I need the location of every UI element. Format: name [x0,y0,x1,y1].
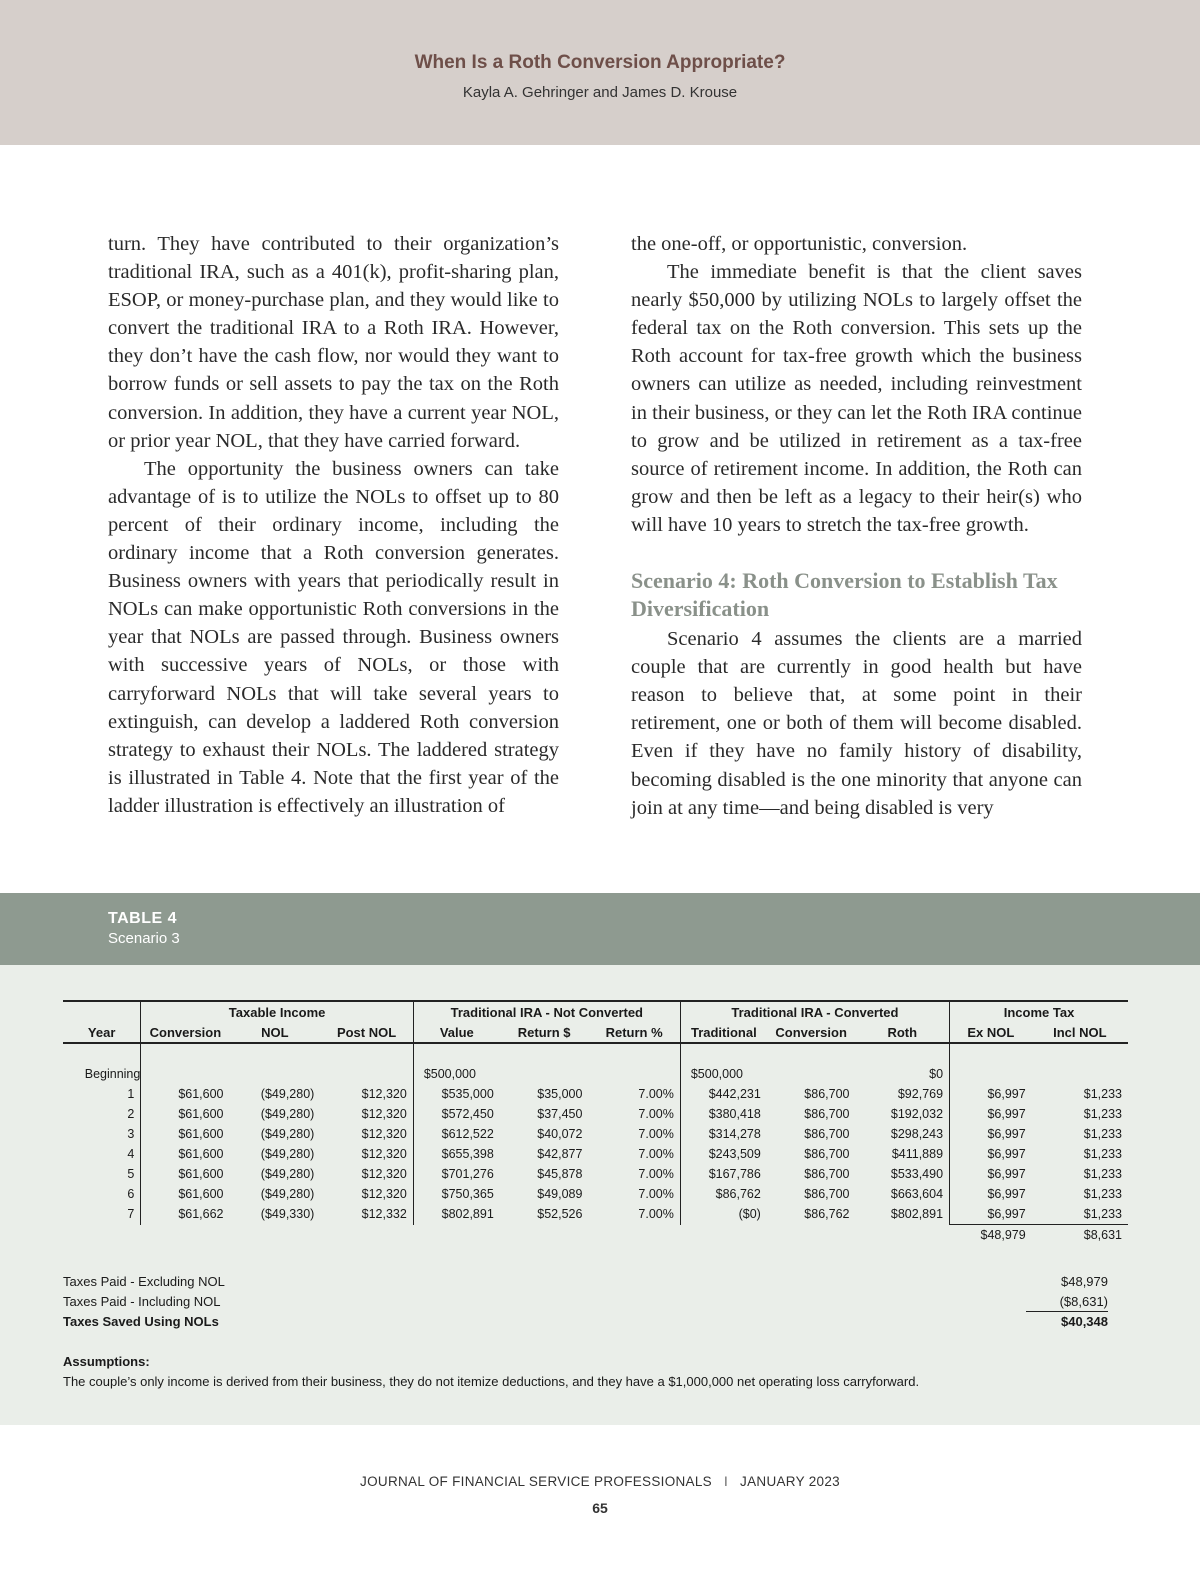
table-cell: $411,889 [891,1147,944,1161]
table-cell: $298,243 [890,1127,944,1141]
table-row [63,1144,1128,1164]
table-cell: $61,600 [141,1124,230,1144]
table-cell: $52,526 [537,1207,583,1222]
table-cell: $572,450 [413,1104,499,1124]
cell: $500,000 [680,1064,766,1084]
table-cell: $86,700 [804,1167,850,1181]
paragraph: The opportunity the business owners can take advantage of is to utilize the NOLs to offset up to 80 percent of their ordinary income, including the ordinary income that a Roth conversion generates. Business owners with years that periodically result in NOLs can make opportunistic Roth conversions in the year that NOLs are passed through. Business owners with successive years of NOLs, or those with carryforward NOLs that will take several years to extinguish, can develop a laddered Roth conversion strategy to exhaust their NOLs. The laddered strategy is illustrated in Table 4. Note that the first year of the ladder illustration is effectively an illustration of [108,457,559,817]
table-row [63,1184,1128,1204]
table-cell: $314,278 [680,1124,766,1144]
table-cell: $1,233 [1083,1147,1122,1161]
article-authors: Kayla A. Gehringer and James D. Krouse [462,84,738,101]
column-header: Conversion [141,1022,230,1043]
table-cell: $1,233 [1083,1107,1122,1121]
table-row [63,1204,1128,1225]
table-cell: $86,762 [804,1207,850,1222]
row-label: Beginning [84,1067,141,1081]
year-cell: 3 [127,1127,135,1141]
table-cell: $802,891 [413,1204,499,1225]
table-row [63,1124,1128,1144]
column-header: Ex NOL [950,1022,1032,1043]
table-cell: ($49,280) [260,1107,315,1121]
table-cell: $45,878 [537,1167,583,1181]
summary-label: Taxes Paid - Excluding NOL [63,1274,225,1289]
summary-value: $40,348 [1061,1314,1108,1329]
table-cell: 7.00% [638,1147,674,1161]
total-incl-nol: $8,631 [1032,1225,1128,1246]
issue-date: JANUARY 2023 [740,1474,840,1489]
table-cell: $61,662 [141,1204,230,1225]
column-header: Return % [588,1022,680,1043]
column-header: Conversion [767,1022,856,1043]
table-title-band [0,893,1200,965]
table-cell: 7.00% [638,1127,674,1141]
column-header: NOL [230,1022,321,1043]
summary-label: Taxes Paid - Including NOL [63,1294,221,1309]
left-text-column [108,230,559,820]
page-footer [0,1474,1200,1489]
table-cell: $750,365 [413,1184,499,1204]
assumptions-text: The couple’s only income is derived from their business, they do not itemize deductions, and they have a $1,000,000 net operating loss carryforward. [63,1374,920,1389]
total-ex-nol: $48,979 [950,1225,1032,1246]
table-cell: $1,233 [1083,1087,1122,1101]
article-title: When Is a Roth Conversion Appropriate? [414,52,786,73]
table-cell: ($0) [680,1204,766,1225]
taxes-summary [63,1272,1108,1332]
table-cell: ($49,280) [260,1087,315,1101]
table-cell: $61,600 [141,1144,230,1164]
column-header: Incl NOL [1032,1022,1128,1043]
table-cell: $192,032 [890,1107,944,1121]
table-subtitle: Scenario 3 [108,930,180,947]
column-header: Traditional [680,1022,766,1043]
table-cell: $12,320 [361,1087,407,1101]
table-cell: $663,604 [890,1187,944,1201]
table-cell: $12,320 [361,1187,407,1201]
data-table [63,1000,1128,1245]
group-header-taxable-income: Taxable Income [141,1001,413,1022]
table-cell: $442,231 [680,1084,766,1104]
table-cell: $86,700 [804,1107,850,1121]
table-cell: 7.00% [638,1207,674,1222]
table-cell: $6,997 [950,1164,1032,1184]
year-cell: 7 [127,1207,135,1222]
table-cell: $86,700 [804,1127,850,1141]
table-cell: $6,997 [950,1084,1032,1104]
table-cell: $12,332 [361,1207,407,1222]
table-column-header-row [63,1022,1128,1043]
table-totals-row [63,1225,1128,1246]
table-cell: $6,997 [950,1184,1032,1204]
column-header: Post NOL [320,1022,413,1043]
group-header-converted: Traditional IRA - Converted [680,1001,949,1022]
data-table-wrapper [63,1000,1128,1245]
table-group-header-row [63,1001,1128,1022]
year-cell: 5 [127,1167,135,1181]
table-cell: $1,233 [1083,1167,1122,1181]
table-cell: $12,320 [361,1127,407,1141]
table-cell: $92,769 [897,1087,944,1101]
table-cell: ($49,280) [260,1167,315,1181]
year-cell: 2 [127,1107,135,1121]
table-body [63,1084,1128,1225]
table-cell: 7.00% [638,1107,674,1121]
table-cell: $655,398 [413,1144,499,1164]
summary-label: Taxes Saved Using NOLs [63,1314,219,1329]
page-number: 65 [592,1500,608,1516]
table-cell: $243,509 [680,1144,766,1164]
table-cell: $802,891 [890,1207,944,1222]
table-cell: $42,877 [537,1147,583,1161]
paragraph: turn. They have contributed to their organization’s traditional IRA, such as a 401(k), profit-sharing plan, ESOP, or money-purchase plan, and they would like to convert the traditional IRA to a Roth IRA. However, they don’t have the cash flow, nor would they want to borrow funds or sell assets to pay the tax on the Roth conversion. In addition, they have a current year NOL, or prior year NOL, that they have carried forward. [108,233,559,452]
table-cell: $533,490 [890,1167,944,1181]
section-heading: Scenario 4: Roth Conversion to Establish Tax Diversification [631,568,1058,622]
table-cell: $6,997 [950,1204,1032,1225]
table-cell: $701,276 [413,1164,499,1184]
table-cell: $86,700 [804,1147,850,1161]
table-cell: $6,997 [950,1104,1032,1124]
table-cell: $6,997 [950,1144,1032,1164]
table-cell: 7.00% [638,1087,674,1101]
table-cell: ($49,330) [260,1207,315,1222]
assumptions-heading: Assumptions: [63,1354,150,1369]
footer-separator: I [723,1474,729,1489]
table-cell: $86,762 [680,1184,766,1204]
table-cell: $12,320 [361,1147,407,1161]
column-header: Roth [855,1022,949,1043]
summary-row [63,1272,1108,1292]
table-cell: ($49,280) [260,1187,315,1201]
paragraph: Scenario 4 assumes the clients are a married couple that are currently in good health but have reason to believe that, at some point in their retirement, one or both of them will become disabled. Even if they have no family history of disability, becoming disabled is the one minority that anyone can join at any time—and being disabled is very [631,628,1082,819]
table-cell: $1,233 [1083,1207,1122,1221]
table-cell: $167,786 [680,1164,766,1184]
table-cell: ($49,280) [260,1127,315,1141]
cell: $500,000 [413,1064,499,1084]
column-header: Return $ [500,1022,589,1043]
table-cell: $86,700 [804,1087,850,1101]
table-cell: ($49,280) [260,1147,315,1161]
table-cell: $37,450 [537,1107,583,1121]
table-cell: $1,233 [1083,1187,1122,1201]
spacer-row [63,1043,1128,1064]
table-cell: $61,600 [141,1184,230,1204]
paragraph: The immediate benefit is that the client saves nearly $50,000 by utilizing NOLs to largely offset the federal tax on the Roth conversion. This sets up the Roth account for tax-free growth which the business owners can utilize as needed, including reinvestment in their business, or they can let the Roth IRA continue to grow and be utilized in retirement as a tax-free source of retirement income. In addition, the Roth can grow and then be left as a legacy to their heir(s) who will have 10 years to stretch the tax-free growth. [631,261,1082,536]
table-cell: $535,000 [413,1084,499,1104]
table-cell: $86,700 [804,1187,850,1201]
year-cell: 1 [127,1087,135,1101]
table-row [63,1104,1128,1124]
year-cell: 4 [127,1147,135,1161]
table-cell: $6,997 [950,1124,1032,1144]
table-cell: $40,072 [537,1127,583,1141]
year-cell: 6 [127,1187,135,1201]
paragraph: the one-off, or opportunistic, conversion. [631,233,968,255]
table-cell: $12,320 [361,1167,407,1181]
column-header: Year [63,1022,141,1043]
table-cell: $61,600 [141,1084,230,1104]
table-cell: $61,600 [141,1164,230,1184]
group-header-income-tax: Income Tax [950,1001,1128,1022]
assumptions [63,1352,1133,1392]
cell: $0 [929,1067,944,1081]
table-row-beginning [63,1064,1128,1084]
table-row [63,1084,1128,1104]
summary-value: $48,979 [1061,1274,1108,1289]
table-cell: $49,089 [537,1187,583,1201]
table-cell: 7.00% [638,1167,674,1181]
table-cell: $380,418 [680,1104,766,1124]
summary-row [63,1312,1108,1332]
table-cell: $1,233 [1083,1127,1122,1141]
table-cell: $612,522 [413,1124,499,1144]
right-text-column [631,230,1082,822]
table-label: TABLE 4 [108,910,177,927]
table-cell: $12,320 [361,1107,407,1121]
table-cell: $35,000 [537,1087,583,1101]
summary-row [63,1292,1108,1312]
table-cell: $61,600 [141,1104,230,1124]
group-header-not-converted: Traditional IRA - Not Converted [413,1001,680,1022]
column-header: Value [413,1022,499,1043]
journal-name: JOURNAL OF FINANCIAL SERVICE PROFESSIONALS [360,1474,712,1489]
table-row [63,1164,1128,1184]
table-cell: 7.00% [638,1187,674,1201]
summary-value: ($8,631) [1026,1292,1108,1312]
